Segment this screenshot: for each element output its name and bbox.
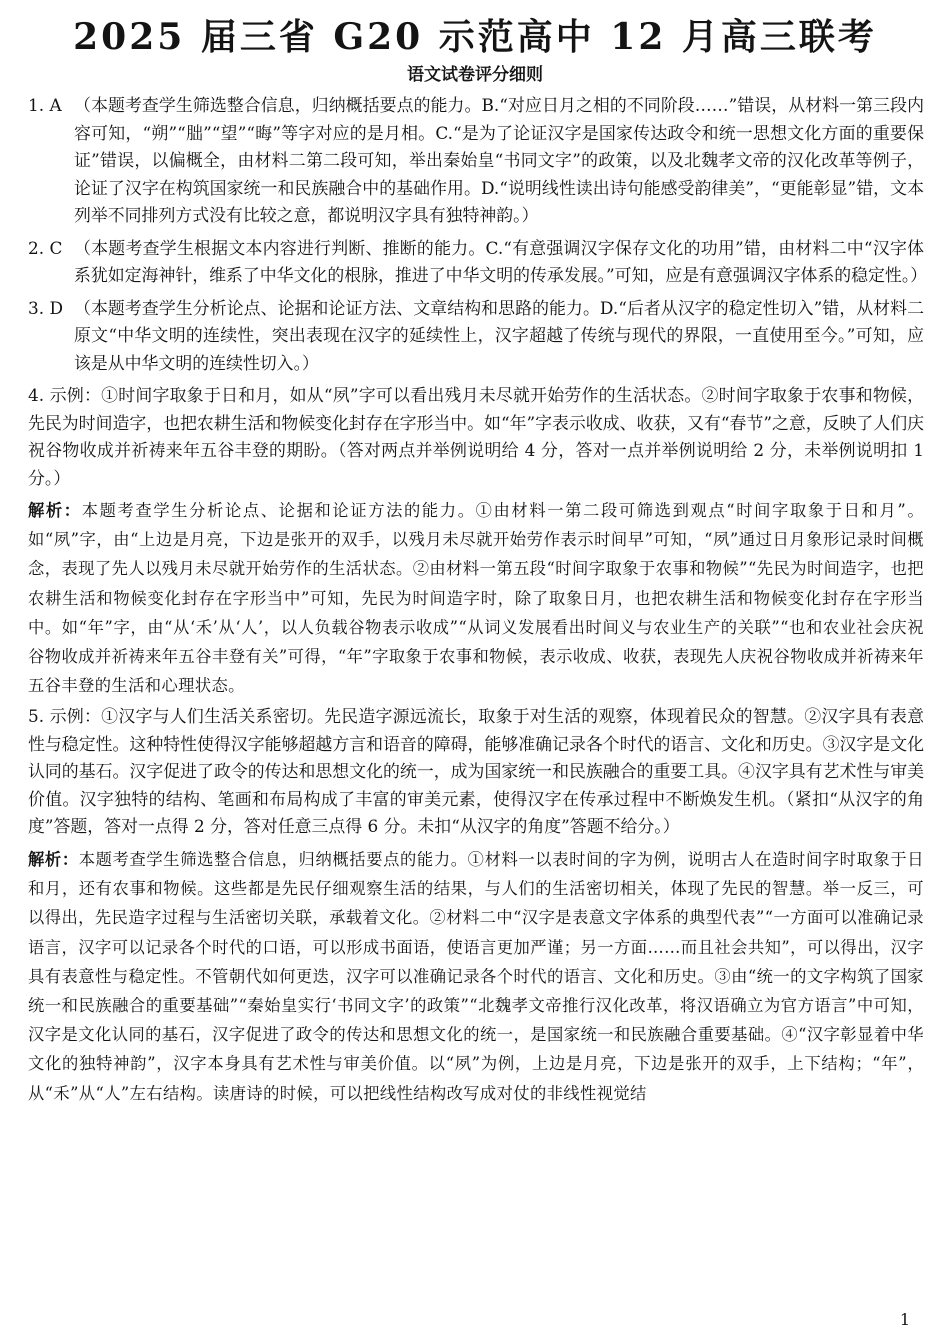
analysis-label: 解析： xyxy=(28,501,82,520)
question-5-answer: 5. 示例：①汉字与人们生活关系密切。先民造字源远流长，取象于对生活的观察，体现着民众的智慧。②汉字具有表意性与稳定性。这种特性使得汉字能够超越方言和语音的障碍，能够准确记录各个时代的语言、文化和历史。③汉字是文化认同的基石。汉字促进了政令的传达和思想文化的统一，成为国家统一和民族融合的重要工具。④汉字具有艺术性与审美价值。汉字独特的结构、笔画和布局构成了丰富的审美元素，使得汉字在传承过程中不断焕发生机。（紧扣“从汉字的角度”答题，答对一点得 2 分，答对任意三点得 6 分。未扣“从汉字的角度”答题不给分。） xyxy=(28,706,924,837)
question-1 xyxy=(22,92,924,230)
question-3-text: （本题考查学生分析论点、论据和论证方法、文章结构和思路的能力。D.“后者从汉字的稳定性切入”错，从材料二原文“中华文明的连续性，突出表现在汉字的延续性上，汉字超越了传统与现代的界限，一直使用至今。”可知，应该是从中华文明的连续性切入。） xyxy=(74,297,924,373)
question-2-text: （本题考查学生根据文本内容进行判断、推断的能力。C.“有意强调汉字保存文化的功用”错，由材料二中“汉字体系犹如定海神针，维系了中华文化的根脉，推进了中华文明的传承发展。”可知，应是有意强调汉字体系的稳定性。） xyxy=(74,237,928,285)
question-4-analysis xyxy=(22,496,924,700)
question-1-text: （本题考查学生筛选整合信息，归纳概括要点的能力。B.“对应日月之相的不同阶段……”错误，从材料一第三段内容可知，“朔”“朏”“望”“晦”等字对应的是月相。C.“是为了论证汉字是国家传达政令和统一思想文化方面的重要保证”错误，以偏概全，由材料二第二段可知，举出秦始皇“书同文字”的政策，以及北魏孝文帝的汉化改革等例子，论证了汉字在构筑国家统一和民族融合中的基础作用。D.“说明线性读出诗句能感受韵律美”，“更能彰显”错，文本列举不同排列方式没有比较之意，都说明汉字具有独特神韵。） xyxy=(74,95,924,225)
answer-body xyxy=(22,92,928,1108)
question-3-number: 3. D xyxy=(28,297,64,318)
question-2 xyxy=(22,235,928,290)
question-2-number: 2. C xyxy=(28,237,63,258)
question-3 xyxy=(22,295,924,378)
page-subtitle: 语文试卷评分细则 xyxy=(407,65,543,85)
question-4-analysis-text: 本题考查学生分析论点、论据和论证方法的能力。①由材料一第二段可筛选到观点“时间字取象于日和月”。如“夙”字，由“上边是月亮，下边是张开的双手，以残月未尽就开始劳作表示时间早”可知，“夙”通过日月象形记录时间概念，表现了先人以残月未尽就开始劳作的生活状态。②由材料一第五段“时间字取象于农事和物候”“先民为时间造字，也把农耕生活和物候变化封存在字形当中”可知，先民为时间造字时，除了取象日月，也把农耕生活和物候变化封存在字形当中。如“年”字，由“从‘禾’从‘人’，以人负载谷物表示收成”“从词义发展看出时间义与农业生产的关联”“也和农业社会庆祝谷物收成并祈祷来年五谷丰登有关”可得，“年”字取象于农事和物候，表示收成、收获，表现先人庆祝谷物收成并祈祷来年五谷丰登的生活和心理状态。 xyxy=(28,501,924,696)
question-4-answer: 4. 示例：①时间字取象于日和月，如从“夙”字可以看出残月未尽就开始劳作的生活状态。②时间字取象于农事和物候，先民为时间造字，也把农耕生活和物候变化封存在字形当中。如“年”字表示收成、收获，又有“春节”之意，反映了人们庆祝谷物收成并祈祷来年五谷丰登的期盼。（答对两点并举例说明给 4 分，答对一点并举例说明给 2 分，未举例说明扣 1 分。） xyxy=(28,385,924,488)
analysis-label: 解析： xyxy=(28,849,79,869)
question-5-analysis-text: 本题考查学生筛选整合信息，归纳概括要点的能力。①材料一以表时间的字为例，说明古人在造时间字时取象于日和月，还有农事和物候。这些都是先民仔细观察生活的结果，与人们的生活密切相关，体现了先民的智慧。举一反三，可以得出，先民造字过程与生活密切关联，承载着文化。②材料二中“汉字是表意文字体系的典型代表”“一方面可以准确记录语言，汉字可以记录各个时代的口语，可以形成书面语，使语言更加严谨；另一方面……而且社会共知”，可以得出，汉字具有表意性与稳定性。不管朝代如何更迭，汉字可以准确记录各个时代的语言、文化和历史。③由“统一的文字构筑了国家统一和民族融合的重要基础”“秦始皇实行‘书同文字’的政策”“北魏孝文帝推行汉化改革，将汉语确立为官方语言”中可知，汉字是文化认同的基石，汉字促进了政令的传达和思想文化的统一，是国家统一和民族融合重要基础。④“汉字彰显着中华文化的独特神韵”，汉字本身具有艺术性与审美价值。以“夙”为例，上边是月亮，下边是张开的双手，上下结构；“年”，从“禾”从“人”左右结构。读唐诗的时候，可以把线性结构改写成对仗的非线性视觉结 xyxy=(28,849,924,1103)
question-1-number: 1. A xyxy=(28,95,62,115)
page-title: 2025 届三省 G20 示范高中 12 月高三联考 xyxy=(73,16,877,58)
question-5-analysis xyxy=(22,845,924,1108)
page-number: 1 xyxy=(899,1310,910,1329)
